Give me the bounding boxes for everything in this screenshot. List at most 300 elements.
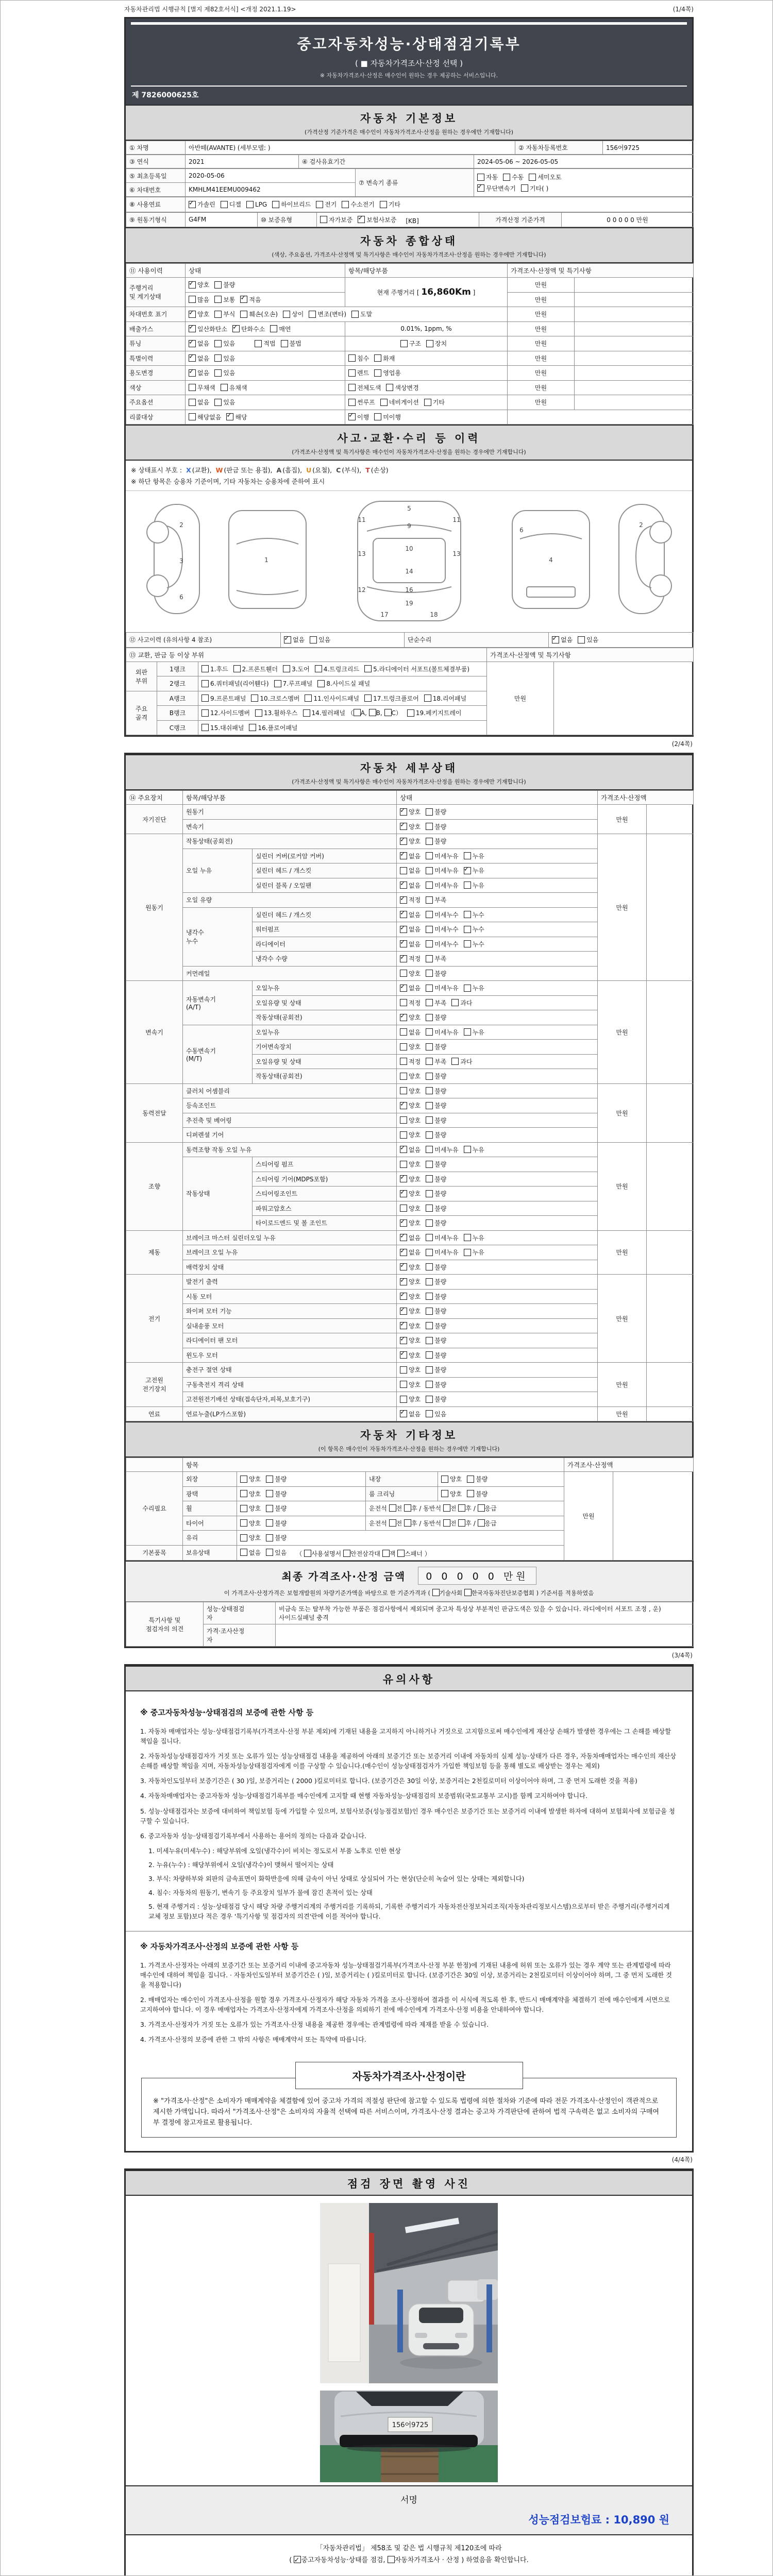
cell: 시동 모터 [183, 1289, 397, 1304]
table-row [126, 264, 694, 278]
notice-block2-heading: ※ 자동차가격조사·산정의 보증에 관한 사항 등 [140, 1941, 299, 1951]
checkbox-group [397, 1201, 598, 1216]
cell: 기어변속장치 [253, 1040, 397, 1055]
checkbox-option: 구조 [400, 339, 421, 348]
checkbox-option: 양호 [240, 1504, 261, 1513]
cell: 항목/해당부품 [183, 791, 397, 805]
section-notice-title: 유의사항 [382, 1673, 435, 1686]
checkbox [189, 369, 196, 377]
checkbox-option: 불량 [426, 807, 446, 816]
checkbox [283, 665, 290, 672]
checkbox [201, 665, 209, 672]
checkbox [249, 724, 256, 731]
checkbox [343, 1550, 350, 1557]
cell: 오일유량 및 상태 [253, 995, 397, 1010]
checkbox-group [186, 351, 345, 366]
checkbox [426, 1146, 433, 1153]
checkbox [404, 1519, 411, 1527]
basic-info-table-4 [126, 197, 694, 212]
checkbox-option: 불량 [426, 1307, 446, 1315]
cell: 실린더 헤드 / 개스킷 [253, 907, 397, 922]
checkbox [354, 709, 361, 716]
checkbox-option: 누유 [464, 881, 484, 890]
table-row [126, 212, 694, 227]
checkbox-option: 불량 [467, 1475, 488, 1483]
checkbox [426, 1175, 433, 1182]
price-info-box-wrap [126, 2059, 692, 2151]
checkbox [400, 1396, 407, 1403]
cell: 보유상태 [183, 1545, 237, 1561]
cell: ① 차명 [126, 141, 186, 155]
checkbox [201, 694, 209, 702]
checkbox-option: 보통 [214, 295, 235, 304]
checkbox [451, 1058, 459, 1065]
checkbox [189, 399, 196, 406]
confirmation-line-1: 「자동차관리법」 제58조 및 같은 법 시행규칙 제120조에 따라 [316, 2544, 502, 2552]
checkbox-group [186, 410, 345, 425]
page-2 [124, 753, 694, 1648]
notice-item: 1. 미세누유(미세누수) : 해당부위에 오일(냉각수)이 비치는 정도로서 부품 노후로 인한 현상 [148, 1847, 401, 1855]
checkbox-group [397, 834, 598, 849]
checkbox-option: ✓ 양호 [400, 1189, 421, 1198]
checkbox [201, 724, 209, 731]
section-other-header [126, 1421, 692, 1458]
checkbox-group [397, 819, 598, 834]
cell: A랭크 [157, 691, 198, 706]
cell: ⑪ 사용이력 [126, 264, 186, 278]
diagram-number: 18 [429, 611, 438, 618]
notice-item: 3. 가격조사·산정자가 거짓 또는 오류가 있는 가격조사·산정 내용을 제공한 경우에는 관계법령에 따라 제재를 받을 수 있습니다. [140, 2021, 489, 2029]
notice-item: 2. 매매업자는 매수인이 가격조사·산정을 원할 경우 가격조사·산정자가 해당 자동차 가격을 조사·산정하여 결과를 이 서식에 적도록 한 후, 반드시 매매계약을 체결하기 전에 매수인에게 서면으로 고지하여야 합니다. 이 경우 매매업자는 가격조사·산정자에게 가격조사·산정을 의뢰하기 전에 매수인에게 가격조사·산정 비용을 안내하여야 합니다. [140, 1996, 670, 2014]
checkbox-group [549, 633, 694, 648]
cell: 고전원전기배선 상태(접속단자,피복,보호기구) [183, 1392, 397, 1407]
signature-title: 서명 [400, 2495, 417, 2505]
checkbox-group [397, 1406, 598, 1421]
inspection-photo-2 [320, 2391, 498, 2482]
checkbox [309, 311, 316, 318]
checkbox [426, 1205, 433, 1212]
checkbox [552, 636, 559, 643]
table-row [126, 662, 694, 676]
checkbox-option: 렌트 [348, 368, 369, 377]
checkbox [400, 838, 407, 845]
checkbox-option: ✓ 없음 [400, 1248, 421, 1257]
table-row [126, 791, 694, 805]
cell: 스티어링 펌프 [253, 1157, 397, 1172]
checkbox-option: 적정 [400, 998, 421, 1007]
cell: 가격·조사산정 자 [204, 1624, 276, 1647]
checkbox-option: ✓ 양호 [400, 1351, 421, 1360]
checkbox [426, 823, 433, 830]
diagram-number: 6 [179, 594, 183, 601]
checkbox [240, 1490, 247, 1497]
cell: 만원 [564, 1472, 613, 1561]
notice-item: 5. 성능·상태점검자는 보증에 대비하여 책임보험 등에 가입할 수 있으며, 보험사보증(성능점검보험)인 경우 매수인은 보증기간 또는 보증거리 이내에 발생한 하자에 대하여 보험회사에 보험금을 청구할 수 있습니다. [140, 1807, 675, 1825]
checkbox [441, 1490, 448, 1497]
cell: 윈도우 모터 [183, 1348, 397, 1363]
basic-info-table-5 [126, 212, 694, 228]
checkbox [400, 340, 408, 347]
checkbox-option: ✓ 적정 [400, 954, 421, 963]
notice-item: 1. 자동차 매매업자는 성능·상태점검기록부(가격조사·산정 부분 제외)에 기재된 내용을 고지하지 아니하거나 거짓으로 고지함으로써 매수인에게 재산상 손해가 발생한 경우에는 그 손해를 배상할 책임을 집니다. [140, 1728, 671, 1745]
checkbox-option: ✓ 없음 [400, 1233, 421, 1242]
final-price-band [126, 1561, 692, 1588]
checkbox-option: LPG [246, 201, 267, 208]
checkbox [240, 1519, 247, 1527]
checkbox [400, 1278, 407, 1285]
checkbox [189, 384, 196, 391]
checkbox-group [397, 907, 598, 922]
checkbox-option: 부족 [426, 895, 446, 904]
checkbox-option: ✓ 적음 [240, 295, 261, 304]
basic-info-table-3 [126, 168, 694, 197]
cell: 커먼레일 [183, 966, 397, 981]
notice-item: 1. 가격조사·산정자는 아래의 보증기간 또는 보증거리 이내에 중고자동차 성능·상태점검기록부(가격조사·산정 부분 한정)에 기재된 내용에 허위 또는 오류가 있는 경우 계약 또는 관계법령에 따라 매수인에 대하여 책임을 집니다. · 자동차인도일부터 보증기간은 ( )일, 보증거리는 ( )킬로미터로 합니다. (보증기간은 30일 이상, 보증거리는 2천킬로미터 이상이어야 하며, 그 중 먼저 도래한 것을 적용합니다) [140, 1962, 672, 1989]
special-remarks-table [126, 1602, 694, 1647]
checkbox-option: 화재 [374, 354, 395, 363]
table-row [126, 410, 694, 425]
cell: 만원 [508, 380, 575, 395]
checkbox [426, 1278, 433, 1285]
table-row [126, 197, 694, 212]
checkbox-group [397, 1098, 598, 1113]
checkbox [426, 852, 433, 859]
checkbox-option: 도말 [351, 310, 372, 318]
checkbox-option: 15.대쉬패널 [201, 723, 244, 732]
diagram-number: 16 [405, 586, 413, 594]
checkbox-option: 불량 [426, 1351, 446, 1360]
checkbox-option: 없음 [400, 1028, 421, 1037]
cell: 자기진단 [126, 805, 183, 834]
checkbox-option: 양호 [441, 1475, 462, 1483]
checkbox [369, 709, 376, 716]
checkbox-group [397, 1363, 598, 1378]
checkbox-option: 누유 [464, 984, 484, 992]
cell: 내장 [366, 1472, 438, 1487]
checkbox-group: 없음 있음 （ 사용설명서 안전삼각대 잭 스패너 ） [237, 1545, 564, 1561]
checkbox [426, 999, 433, 1006]
checkbox [467, 1476, 474, 1483]
checkbox-option: 불량 [266, 1533, 287, 1542]
checkbox-option: 불량 [426, 1218, 446, 1227]
checkbox [270, 325, 277, 332]
checkbox [400, 1102, 407, 1109]
checkbox [426, 1410, 433, 1417]
checkbox-option: ✓ 없음 [400, 1410, 421, 1418]
checkbox-group [397, 863, 598, 878]
table-row [126, 1230, 694, 1245]
table-row [126, 648, 694, 662]
checkbox [240, 296, 247, 303]
cell: 고전원 전기장치 [126, 1363, 183, 1407]
checkbox-option: ✓ 양호 [400, 1321, 421, 1330]
diagram-number: 11 [357, 516, 366, 523]
cell: ⑬ 교환, 판금 등 이상 부위 [126, 648, 487, 662]
checkbox [400, 970, 407, 977]
checkbox [578, 636, 585, 643]
cell [126, 1458, 183, 1472]
checkbox [426, 1337, 433, 1344]
diagram-number: 6 [519, 527, 524, 534]
price-info-box-title: 자동차가격조사·산정이란 [295, 2062, 523, 2089]
cell: 가격조사·산정액 [564, 1458, 694, 1472]
checkbox [400, 1175, 407, 1182]
checkbox-option: 12.사이드멤버 [201, 708, 250, 717]
checkbox [284, 636, 291, 643]
cell: 0 0 0 0 0 만원 [562, 212, 694, 227]
cell: 오일유량 및 상태 [253, 1054, 397, 1069]
cell [575, 307, 694, 322]
checkbox [426, 955, 433, 962]
checkbox [400, 1190, 407, 1197]
checkbox-group [237, 1486, 366, 1501]
checkbox [400, 1043, 407, 1050]
checkbox-option: 누수 [464, 925, 484, 934]
cell: 만원 [508, 307, 575, 322]
checkbox-option: 양호 [400, 1087, 421, 1095]
table-row [126, 307, 694, 322]
section-photos-title: 점검 장면 촬영 사진 [347, 2177, 471, 2190]
checkbox [400, 1366, 407, 1374]
cell: 항목 [183, 1458, 564, 1472]
checkbox [348, 384, 356, 391]
checkbox-group [345, 380, 508, 395]
cell: 충전구 절연 상태 [183, 1363, 397, 1378]
checkbox-option: 불량 [426, 1160, 446, 1168]
checkbox-option: 적법 [255, 339, 275, 348]
checkbox [189, 296, 196, 303]
cell [575, 292, 694, 307]
checkbox [464, 1589, 472, 1596]
checkbox [315, 665, 322, 672]
checkbox-group [397, 805, 598, 820]
form-title-header [126, 19, 692, 105]
checkbox-group [397, 1157, 598, 1172]
cell: 2020-05-06 [186, 169, 356, 183]
cell: 연료 [126, 1406, 183, 1421]
checkbox-option: 있음 [214, 354, 235, 363]
section-other-sub: (이 항목은 매수인이 자동차가격조사·산정을 원하는 경우에만 기재합니다) [318, 1446, 500, 1452]
table-row [126, 380, 694, 395]
cell: 오일누유 [253, 981, 397, 996]
cell: 가격조사·산정액 및 특기사항 [508, 264, 694, 278]
cell: 실린더 헤드 / 개스킷 [253, 863, 397, 878]
form-note-small: ※ 자동차가격조사·산정은 매수인이 원하는 경우 제공하는 서비스입니다. [320, 72, 498, 79]
checkbox-option: 없음 [400, 866, 421, 875]
table-row [126, 834, 694, 849]
checkbox [266, 1505, 273, 1512]
checkbox [426, 1234, 433, 1241]
diagram-number: 12 [357, 586, 366, 594]
checkbox [266, 1519, 273, 1527]
cell: 원동기 [183, 805, 397, 820]
checkbox-option: 불량 [426, 1116, 446, 1125]
checkbox [441, 1476, 448, 1483]
cell: KMHLM41EEMU009462 [186, 183, 356, 197]
cell [575, 321, 694, 336]
checkbox-option: 불량 [266, 1504, 287, 1513]
cell: 작동상태(공회전) [253, 1069, 397, 1084]
checkbox-group [397, 893, 598, 908]
checkbox-option: 불량 [426, 1087, 446, 1095]
form-note-row [124, 5, 694, 13]
checkbox [400, 940, 407, 947]
checkbox [274, 680, 281, 687]
diagram-number: 3 [179, 557, 183, 565]
notice-item: 4. 자동차매매업자는 중고자동차 성능·상태점검기록부를 매수인에게 고지할 때 현행 자동차성능·상태점검의 보증범위(국토교통부 고시)를 함께 고지하여야 합니다. [140, 1792, 587, 1800]
other-info-table [126, 1458, 694, 1561]
cell: 동력조향 작동 오일 누유 [183, 1142, 397, 1157]
checkbox-option: 불량 [426, 1042, 446, 1051]
checkbox [400, 1337, 407, 1344]
checkbox-group [345, 410, 508, 425]
table-row [126, 1602, 694, 1624]
cell: ③ 연식 [126, 155, 186, 168]
checkbox [426, 1131, 433, 1139]
section-detail-title: 자동차 세부상태 [360, 762, 458, 774]
checkbox-option: 미세누유 [426, 1233, 458, 1242]
checkbox-option: ✓ 양호 [400, 1263, 421, 1272]
checkbox [400, 999, 407, 1006]
checkbox-option: 불량 [426, 837, 446, 845]
checkbox-option: ✓ 양호 [189, 280, 209, 289]
checkbox-option: ✓ 없음 [552, 635, 573, 644]
checkbox-option: 19.페키지트레이 [407, 708, 462, 717]
cell: 단순수리 [405, 633, 549, 648]
checkbox-option: 있음 [214, 368, 235, 377]
checkbox [426, 926, 433, 933]
checkbox-group [397, 1348, 598, 1363]
checkbox [464, 926, 471, 933]
legend-label: (요철), [312, 466, 332, 474]
cell: 제동 [126, 1230, 183, 1275]
checkbox [389, 1504, 396, 1512]
table-row [126, 351, 694, 366]
checkbox-option: 불량 [426, 1130, 446, 1139]
cell [575, 278, 694, 293]
checkbox [240, 311, 247, 318]
checkbox [404, 1504, 411, 1512]
checkbox [374, 369, 381, 377]
checkbox [503, 174, 510, 181]
checkbox-option: ✓ 양호 [400, 807, 421, 816]
notice-item: 2. 누유(누수) : 해당부위에서 오일(냉각수)이 맺혀서 떨어지는 상태 [148, 1861, 334, 1869]
checkbox [400, 1014, 407, 1021]
inspection-fee: 성능점검보험료 : 10,890 원 [528, 2513, 669, 2526]
section-accident-title: 사고·교환·수리 등 이력 [337, 432, 481, 445]
checkbox [374, 413, 381, 420]
table-row [126, 395, 694, 410]
checkbox-option: 매연 [270, 325, 291, 333]
checkbox-option: 불량 [426, 1336, 446, 1345]
cell [508, 410, 694, 425]
checkbox-option: 양호 [240, 1475, 261, 1483]
cell [647, 1275, 694, 1363]
cell: 운전석 전 후 / 동반석 전 후 / 응급 [366, 1516, 564, 1531]
table-row [126, 1142, 694, 1157]
cell: 라디에이터 [253, 937, 397, 952]
checkbox-option: 7.루프패널 [274, 679, 313, 688]
checkbox-option: 13.휠하우스 [255, 708, 297, 717]
checkbox [426, 1058, 433, 1065]
checkbox-option: 부식 [214, 310, 235, 318]
cell: 외장 [183, 1472, 237, 1487]
table-row [126, 169, 694, 183]
confirmation-text [126, 2535, 692, 2576]
cell: 조향 [126, 1142, 183, 1230]
header-rule [131, 22, 687, 25]
checkbox [189, 311, 196, 318]
checkbox-group [186, 197, 694, 212]
checkbox [400, 882, 407, 889]
notice-definitions [140, 1846, 678, 1922]
checkbox-group [186, 278, 345, 293]
diagram-number: 9 [407, 522, 411, 530]
checkbox [255, 340, 262, 347]
cell: 수동변속기 (M/T) [183, 1025, 253, 1083]
cell: 현재 주행거리 [ 16,860Km ] [345, 278, 508, 307]
legend-label: (부식), [342, 466, 362, 474]
checkbox [303, 709, 310, 717]
table-row [126, 141, 694, 155]
cell: 항목/해당부품 [345, 264, 508, 278]
checkbox-group [397, 1025, 598, 1040]
cell: 와이퍼 모터 기능 [183, 1304, 397, 1319]
cell: 만원 [508, 336, 575, 351]
cell: B랭크 [157, 706, 198, 721]
checkbox-option: 양호 [400, 1365, 421, 1374]
checkbox [400, 1293, 407, 1300]
checkbox-option: ✓ 양호 [400, 1175, 421, 1183]
checkbox-group [397, 878, 598, 893]
checkbox [426, 1293, 433, 1300]
price-info-box-text: ※ "가격조사·산정"은 소비자가 매매계약을 체결함에 있어 중고차 가격의 적절성 판단에 참고할 수 있도록 법령에 의한 절차와 기준에 따라 전문 가격조사·산정인이 객관적으로 제시한 가액입니다. 따라서 "가격조사·산정"은 소비자의 자율적 선택에 따른 서비스이며, 가격조사·산정 결과는 중고차 가격판단에 관하여 법적 구속력은 없고 소비자의 구매여부 결정에 참고자료로 활용됩니다. [141, 2078, 677, 2138]
table-row [126, 1363, 694, 1378]
checkbox [397, 1550, 405, 1557]
page-marker-2: (2/4쪽) [671, 740, 693, 748]
cell: 배출가스 [126, 321, 186, 336]
checkbox [400, 852, 407, 859]
checkbox-option: ✓ 누유 [464, 866, 484, 875]
table-row [126, 278, 694, 293]
checkbox-option: 수동 [503, 173, 524, 181]
checkbox [364, 694, 372, 702]
form-note: 자동차관리법 시행규칙 [별지 제82호서식] <개정 2021.1.19> [124, 6, 296, 13]
checkbox [426, 1028, 433, 1036]
cell: 기본품목 [126, 1545, 183, 1561]
checkbox [374, 354, 381, 362]
cell [647, 981, 694, 1084]
checkbox-option: 전체도색 [348, 383, 381, 392]
checkbox [400, 1131, 407, 1139]
cell: 만원 [598, 1406, 647, 1421]
cell: ② 자동차등록번호 [515, 141, 603, 155]
checkbox [266, 1490, 273, 1497]
cell: 특기사항 및 점검자의 의견 [126, 1602, 204, 1647]
state-mark-legend [126, 461, 692, 476]
checkbox-option: 미세누유 [426, 1145, 458, 1154]
checkbox-option: 불량 [426, 1175, 446, 1183]
checkbox [426, 838, 433, 845]
checkbox-option: 미세누유 [426, 852, 458, 860]
cell: ⑭ 주요장치 [126, 791, 183, 805]
checkbox [189, 354, 196, 362]
table-row [126, 1624, 694, 1647]
checkbox [389, 1519, 396, 1527]
form-subtitle: ( ■ 자동차가격조사·산정 선택 ) [355, 59, 463, 68]
checkbox-option: 양호 [400, 1130, 421, 1139]
checkbox-option: 불량 [426, 1189, 446, 1198]
